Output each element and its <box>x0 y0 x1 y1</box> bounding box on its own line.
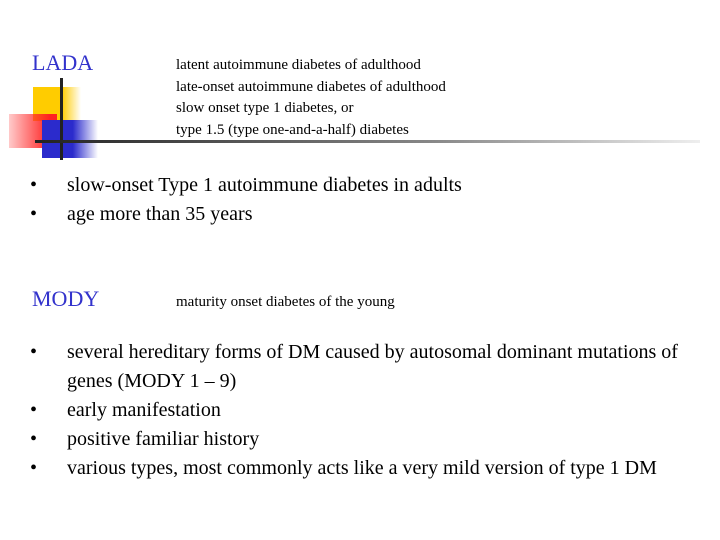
decorative-blue-square <box>42 120 98 158</box>
bullet-text: slow-onset Type 1 autoimmune diabetes in adults <box>67 174 462 196</box>
lada-definition: slow onset type 1 diabetes, or <box>176 100 354 116</box>
bullet-marker: • <box>30 174 38 196</box>
mody-definition: maturity onset diabetes of the young <box>176 294 395 310</box>
bullet-text: various types, most commonly acts like a very mild version of type 1 DM <box>67 457 657 479</box>
lada-bullet-list <box>0 171 700 229</box>
mody-heading: MODY <box>32 286 100 311</box>
bullet-marker: • <box>30 428 38 450</box>
lada-definition: latent autoimmune diabetes of adulthood <box>176 57 421 73</box>
bullet-item <box>0 396 700 425</box>
mody-bullet-list <box>0 338 700 483</box>
decorative-vertical-line <box>60 78 63 160</box>
bullet-item <box>0 425 700 454</box>
bullet-item <box>0 454 700 483</box>
bullet-item <box>0 200 700 229</box>
lada-definition: late-onset autoimmune diabetes of adulthood <box>176 78 446 95</box>
bullet-text: early manifestation <box>67 399 221 421</box>
lada-definitions <box>176 55 446 141</box>
bullet-text: positive familiar history <box>67 428 260 450</box>
bullet-marker: • <box>30 399 38 421</box>
bullet-item <box>0 338 700 396</box>
bullet-item <box>0 171 700 200</box>
lada-definition: type 1.5 (type one-and-a-half) diabetes <box>176 121 409 138</box>
bullet-text: several hereditary forms of DM caused by autosomal dominant mutations of genes (MODY 1 – 9) <box>67 341 678 392</box>
lada-heading: LADA <box>32 50 94 75</box>
bullet-marker: • <box>30 457 38 479</box>
bullet-text: age more than 35 years <box>67 203 253 225</box>
bullet-marker: • <box>30 341 38 363</box>
bullet-marker: • <box>30 203 38 225</box>
